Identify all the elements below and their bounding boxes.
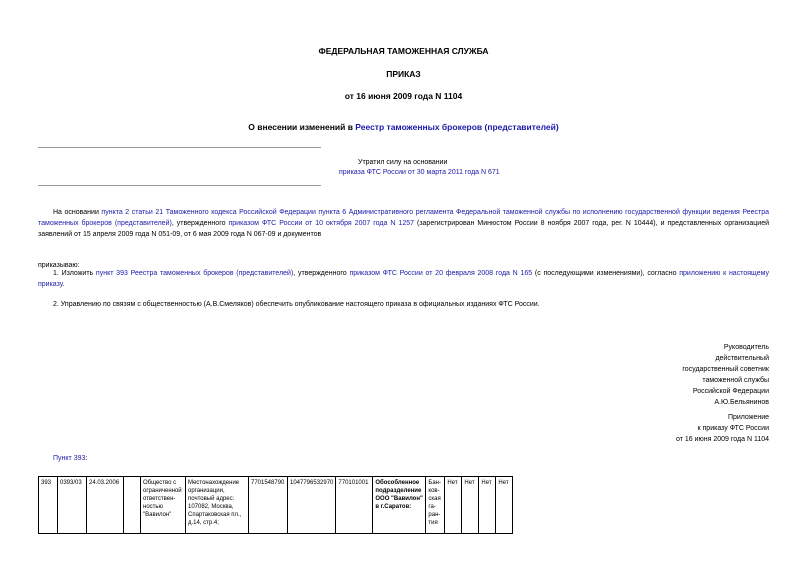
item1-link-order[interactable]: приказом ФТС России от 20 февраля 2008 года N 165: [349, 270, 533, 277]
doc-type: ПРИКАЗ: [386, 69, 421, 79]
basis-text-3: , утвержденного: [171, 220, 229, 227]
cell-item-no: 393: [39, 477, 58, 534]
appendix-line: от 16 июня 2009 года N 1104: [675, 436, 769, 443]
basis-text-4: (зарегистрирован Минюстом России 8 ноября 2007 года, рег. N 10444), и представленных организацией заявлений от 15 апреля 2009 года N 051-09, от 6 мая 2009 года N 067-09 и документов: [38, 220, 769, 238]
signature-line: Российской Федерации: [692, 388, 769, 395]
item1-text-4: .: [62, 281, 65, 288]
appendix-line: Приложение: [727, 414, 769, 421]
cell-date: 24.03.2006: [87, 477, 124, 534]
cell-org-name: Общество с ограниченной ответствен-ностью "Вавилон": [141, 477, 186, 534]
status-link[interactable]: приказа ФТС России от 30 марта 2011 года N 671: [339, 169, 500, 176]
signature-line: действительный: [715, 355, 769, 362]
status-line1: Утратил силу на основании: [358, 159, 448, 166]
item-1: [38, 268, 769, 290]
basis-paragraph: [38, 207, 769, 240]
order-word: приказываю:: [38, 262, 80, 269]
registry-table: [38, 476, 513, 534]
cell-flag: Нет: [445, 477, 462, 534]
item1-link-appendix[interactable]: приложению к настоящему приказу: [38, 270, 769, 288]
item1-link-point[interactable]: пункт 393 Реестра таможенных брокеров (представителей): [95, 270, 294, 277]
item1-text-1: 1. Изложить: [53, 270, 96, 277]
basis-link-code[interactable]: пункта 2 статьи 21 Таможенного кодекса Российской Федерации: [101, 209, 316, 216]
order-date-number: от 16 июня 2009 года N 1104: [344, 91, 463, 101]
signature-line: государственный советник: [682, 366, 769, 373]
subject-prefix: О внесении изменений в: [248, 122, 356, 132]
point-label: [53, 455, 87, 462]
cell-kpp: 770101001: [336, 477, 373, 534]
basis-link-order[interactable]: приказом ФТС России от 10 октября 2007 года N 1257: [228, 220, 414, 227]
registry-link[interactable]: Реестр таможенных брокеров (представителей): [355, 122, 559, 132]
cell-flag: Нет: [496, 477, 513, 534]
agency-title: ФЕДЕРАЛЬНАЯ ТАМОЖЕННАЯ СЛУЖБА: [318, 46, 489, 56]
signature-line: таможенной службы: [702, 377, 769, 384]
cell-branch: Обособленное подразделение ООО "Вавилон" в г.Саратов:: [373, 477, 426, 534]
cell-address: Местонахождение организации, почтовый адрес: 107082, Москва, Спартаковская пл., д.14, стр.4;: [186, 477, 249, 534]
signature-line: А.Ю.Бельянинов: [714, 399, 769, 406]
appendix-line: к приказу ФТС России: [697, 425, 769, 432]
item1-text-2: , утвержденного: [293, 270, 350, 277]
item-2: 2. Управлению по связям с общественностью (А.В.Смеляков) обеспечить опубликование настоящего приказа в официальных изданиях ФТС России.: [53, 301, 540, 308]
divider-top: [38, 147, 321, 148]
appendix-block: [676, 412, 769, 445]
order-subject: [0, 122, 807, 132]
cell-empty: [124, 477, 141, 534]
basis-link-regulation[interactable]: пункта 6 Административного регламента Федеральной таможенной службы по исполнению государственной функции ведения Реестра таможенных брокеров (представителей): [38, 209, 769, 227]
point-393-link[interactable]: Пункт 393: [53, 455, 86, 462]
table-row: [39, 477, 513, 534]
cell-reg-no: 0393/03: [58, 477, 87, 534]
divider-bottom: [38, 185, 321, 186]
signature-block: [682, 342, 769, 408]
cell-flag: Нет: [479, 477, 496, 534]
cell-flag: Нет: [462, 477, 479, 534]
signature-line: Руководитель: [723, 344, 769, 351]
cell-inn: 7701548790: [249, 477, 288, 534]
point-label-suffix: :: [85, 455, 88, 462]
cell-ogrn: 1047796532970: [288, 477, 336, 534]
cell-guarantee: Бан-ков-ская га-ран-тия: [426, 477, 445, 534]
item1-text-3: (с последующими изменениями), согласно: [532, 270, 680, 277]
basis-text-1: На основании: [53, 209, 102, 216]
